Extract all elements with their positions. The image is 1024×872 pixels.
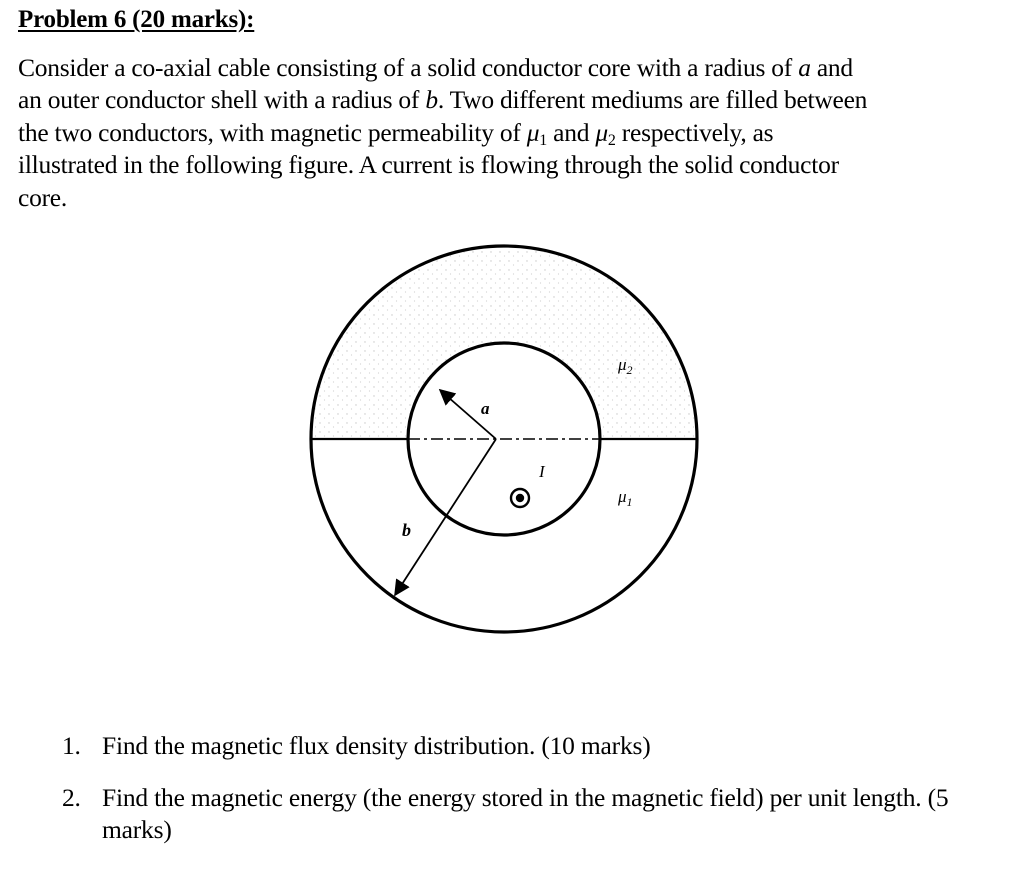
current-out-of-page-icon <box>511 489 529 507</box>
paragraph-fragment: . Two different mediums are filled between <box>437 85 868 115</box>
label-mu1: $\mu_1$ <box>618 487 633 509</box>
paragraph-line <box>18 52 1008 84</box>
paragraph-fragment: 2 <box>607 131 616 149</box>
paragraph-fragment: b <box>425 85 438 115</box>
label-current: I <box>539 462 545 481</box>
coaxial-cable-figure <box>300 240 710 640</box>
paragraph-fragment: 1 <box>539 131 548 149</box>
label-b: b <box>402 520 411 540</box>
paragraph-line <box>18 149 1008 181</box>
paragraph-fragment: illustrated in the following figure. A current is flowing through the solid conductor <box>18 150 839 180</box>
paragraph-fragment: core. <box>18 182 68 212</box>
question-item <box>62 782 1002 846</box>
question-number: 2. <box>62 783 81 812</box>
question-item <box>62 730 1002 762</box>
paragraph-fragment: and <box>547 117 596 147</box>
question-number: 1. <box>62 731 81 760</box>
paragraph-fragment: μ <box>526 117 540 147</box>
paragraph-fragment: and <box>810 53 853 82</box>
label-mu2: $\mu_2$ <box>618 355 633 377</box>
paragraph-fragment: the two conductors, with magnetic permeability of <box>18 117 527 147</box>
paragraph-line <box>18 84 1008 116</box>
question-text: Find the magnetic flux density distribution. (10 marks) <box>102 731 651 760</box>
paragraph-fragment: Consider a co-axial cable consisting of a solid conductor core with a radius of <box>18 53 799 82</box>
problem-heading: Problem 6 (20 marks): <box>18 6 255 33</box>
problem-statement <box>18 52 1008 214</box>
label-a: a <box>481 399 490 418</box>
question-text: Find the magnetic energy (the energy stored in the magnetic field) per unit length. (5 marks) <box>102 783 949 844</box>
paragraph-fragment: μ <box>595 117 608 147</box>
paragraph-line <box>18 117 1008 149</box>
coaxial-cable-diagram <box>300 240 710 640</box>
paragraph-fragment: respectively, as <box>615 117 774 147</box>
question-list <box>62 730 1002 866</box>
paragraph-fragment: a <box>798 53 811 82</box>
paragraph-fragment: an outer conductor shell with a radius of <box>18 85 426 115</box>
paragraph-line <box>18 182 1008 214</box>
